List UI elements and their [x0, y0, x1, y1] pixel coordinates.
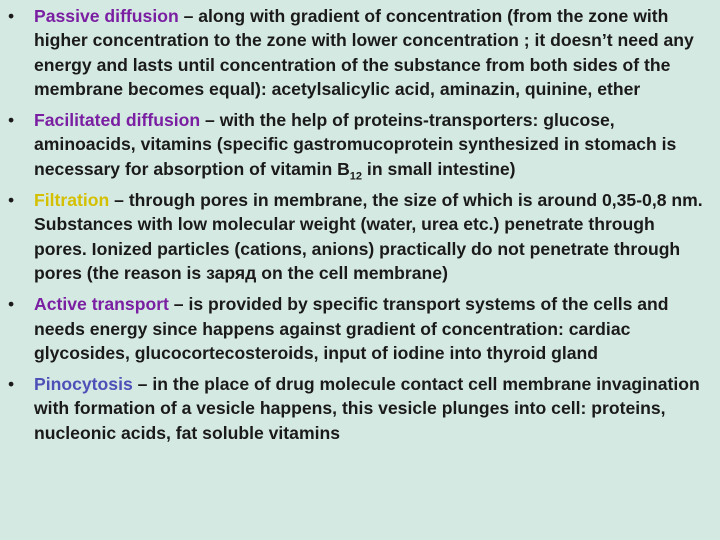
- list-item-pinocytosis: [0, 372, 712, 445]
- bullet-icon: •: [8, 190, 15, 211]
- term-pinocytosis: Pinocytosis: [34, 374, 133, 395]
- description-facilitated-diffusion: – with the help of proteins-transporters: glucose, aminoacids, vitamins (specific gastromucoprotein synthesized in stomach is necessary for absorption of vitamin B: [34, 110, 677, 179]
- term-filtration: Filtration: [34, 190, 110, 211]
- description-active-transport: – is provided by specific transport systems of the cells and needs energy since happens against gradient of concentration: cardiac glycosides, glucocortecosteroids, input of iodine into thyroid gland: [34, 294, 669, 363]
- bullet-icon: •: [8, 294, 15, 315]
- term-active-transport: Active transport: [34, 294, 169, 315]
- bullet-list: [0, 4, 712, 452]
- description-filtration: – through pores in membrane, the size of which is around 0,35-0,8 nm. Substances with low molecular weight (water, urea etc.) penetrate through pores. Ionized particles (cations, anions) practically do not penetrate through pores (the reason is заряд on the cell membrane): [34, 190, 703, 283]
- bullet-icon: •: [8, 110, 15, 131]
- description-pinocytosis: – in the place of drug molecule contact cell membrane invagination with formation of a vesicle happens, this vesicle plunges into cell: proteins, nucleonic acids, fat soluble vitamins: [34, 374, 700, 443]
- bullet-icon: •: [8, 374, 15, 395]
- bullet-icon: •: [8, 6, 15, 26]
- description-facilitated-diffusion-end: in small intestine): [362, 158, 516, 179]
- description-passive-diffusion: – along with gradient of concentration (from the zone with higher concentration to the zone with lower concentration ; it doesn’t need any energy and lasts until concentration of the substance from both sides of the membrane becomes equal): acetylsalicylic acid, aminazin, quinine, ether: [34, 6, 694, 99]
- list-item-passive-diffusion: [0, 4, 712, 101]
- term-facilitated-diffusion: Facilitated diffusion: [34, 110, 201, 131]
- list-item-filtration: [0, 188, 712, 285]
- subscript-12: 12: [349, 170, 363, 183]
- list-item-active-transport: [0, 292, 712, 365]
- list-item-facilitated-diffusion: [0, 108, 712, 181]
- term-passive-diffusion: Passive diffusion: [34, 6, 179, 26]
